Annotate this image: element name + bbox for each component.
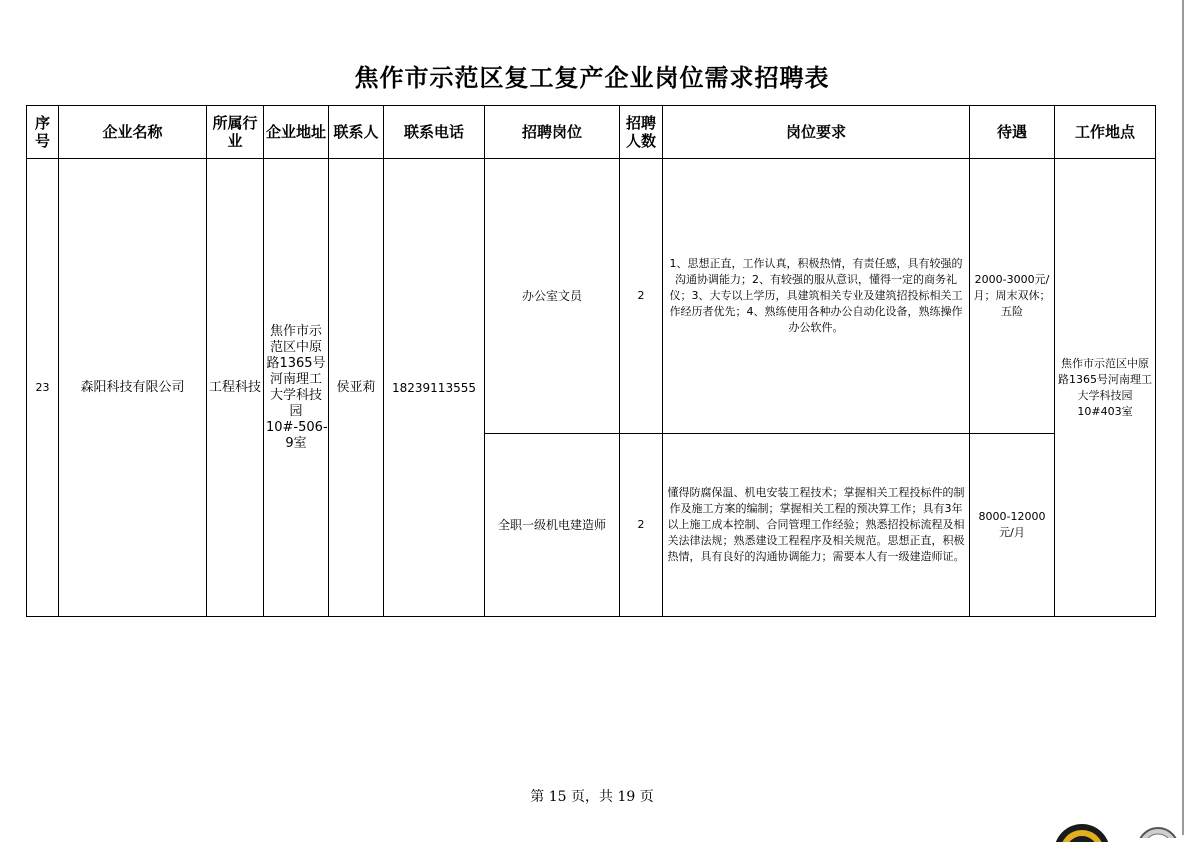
header-salary: 待遇 bbox=[970, 106, 1055, 159]
header-industry: 所属行业 bbox=[207, 106, 264, 159]
cell-position: 全职一级机电建造师 bbox=[485, 434, 620, 617]
header-workplace: 工作地点 bbox=[1055, 106, 1156, 159]
header-row bbox=[27, 106, 1156, 159]
cell-salary: 2000-3000元/月；周末双休；五险 bbox=[970, 159, 1055, 434]
cell-requirements: 1、思想正直，工作认真，积极热情，有责任感，具有较强的沟通协调能力；2、有较强的服从意识，懂得一定的商务礼仪；3、大专以上学历，具建筑相关专业及建筑招投标相关工作经历者优先；4、熟练使用各种办公自动化设备，熟练操作办公软件。 bbox=[663, 159, 970, 434]
recruitment-table bbox=[26, 105, 1156, 617]
header-seq: 序号 bbox=[27, 106, 59, 159]
cell-position: 办公室文员 bbox=[485, 159, 620, 434]
cell-seq: 23 bbox=[27, 159, 59, 617]
cell-phone: 18239113555 bbox=[384, 159, 485, 617]
cell-count: 2 bbox=[620, 434, 663, 617]
header-count: 招聘人数 bbox=[620, 106, 663, 159]
cell-company: 森阳科技有限公司 bbox=[59, 159, 207, 617]
table-row bbox=[27, 159, 1156, 434]
cell-requirements: 懂得防腐保温、机电安装工程技术；掌握相关工程投标件的制作及施工方案的编制；掌握相关工程的预决算工作；具有3年以上施工成本控制、合同管理工作经验；熟悉招投标流程及相关法律法规；熟悉建设工程程序及相关规范。思想正直，积极热情，具有良好的沟通协调能力；需要本人有一级建造师证。 bbox=[663, 434, 970, 617]
cell-industry: 工程科技 bbox=[207, 159, 264, 617]
header-address: 企业地址 bbox=[264, 106, 329, 159]
header-contact: 联系人 bbox=[329, 106, 384, 159]
seal-emblem-icon bbox=[1052, 822, 1112, 842]
cell-salary: 8000-12000元/月 bbox=[970, 434, 1055, 617]
header-position: 招聘岗位 bbox=[485, 106, 620, 159]
cell-workplace: 焦作市示范区中原路1365号河南理工大学科技园10#403室 bbox=[1055, 159, 1156, 617]
cell-address: 焦作市示范区中原路1365号河南理工大学科技园10#-506-9室 bbox=[264, 159, 329, 617]
seal-badge-icon bbox=[1138, 826, 1178, 838]
header-company: 企业名称 bbox=[59, 106, 207, 159]
page-title: 焦作市示范区复工复产企业岗位需求招聘表 bbox=[354, 64, 830, 92]
header-phone: 联系电话 bbox=[384, 106, 485, 159]
page-number: 第 15 页，共 19 页 bbox=[530, 789, 654, 805]
cell-count: 2 bbox=[620, 159, 663, 434]
header-requirements: 岗位要求 bbox=[663, 106, 970, 159]
cell-contact: 侯亚莉 bbox=[329, 159, 384, 617]
